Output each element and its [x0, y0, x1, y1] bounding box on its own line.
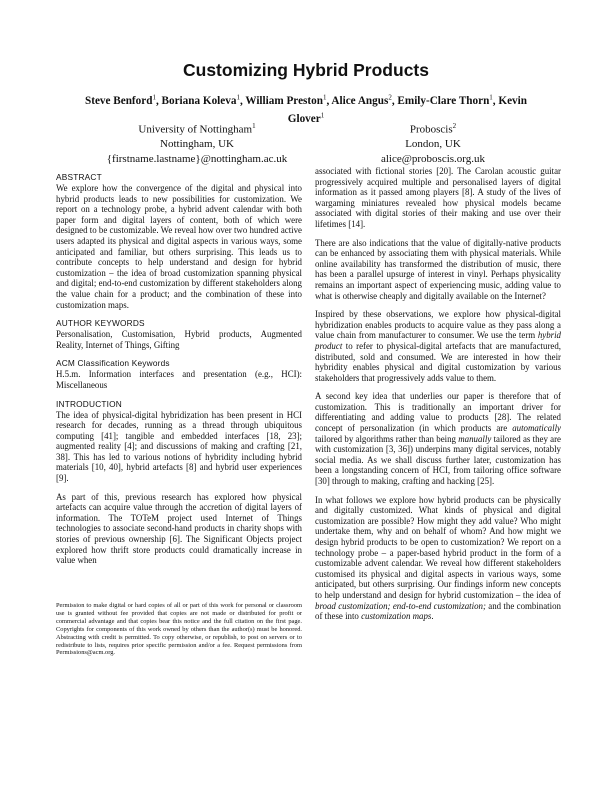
author: Boriana Koleva$^1$,	[161, 93, 246, 107]
author: William Preston$^1$,	[245, 93, 332, 107]
right-paragraph-2: There are also indications that the value of digitally-native products can be enhanced by associating them with physical materials. While online availability has transformed the distribution of music, there has been a parallel upsurge of interest in vinyl. Perhaps physicality remains an important aspect of experiencing music, adding value to what is otherwise cheaply and digitally available on the Internet?	[315, 237, 561, 301]
intro-paragraph-1: The idea of physical-digital hybridization has been present in HCI research for decades, running as a thread through ubiquitous computing [41]; tangible and embedded interfaces [18, 23]; augmented reality [4]; and discussions of making and crafting [21, 38]. This has led to various notions of hybridity including hybrid materials [10, 40], hybrid artefacts [8] and hybrid user experiences [9].	[56, 409, 302, 484]
keywords-text: Personalisation, Customisation, Hybrid products, Augmented Reality, Internet of Things, Gifting	[56, 329, 302, 350]
right-paragraph-3: Inspired by these observations, we explore how physical-digital hybridization enables products to acquire value as they pass along a value chain from manufacturer to consumer. We use the term hybrid product to refer to physical-digital artefacts that are manufactured, distributed, sold and consumed. We are interested in how their hybridity enables physical and digital customization by various stakeholders that progressively adds value to them.	[315, 309, 561, 383]
affiliation-proboscis	[318, 119, 548, 166]
paper-title: Customizing Hybrid Products	[183, 60, 429, 80]
permission-notice: Permission to make digital or hard copies of all or part of this work for personal or classroom use is granted without fee provided that copies are not made or distributed for profit or commercial advantage and that copies bear this notice and the full citation on the first page. Copyrights for components of this work owned by others than the author(s) must be honored. Abstracting with credit is permitted. To copy otherwise, or republish, to post on servers or to redistribute to lists, requires prior specific permission and/or a fee. Request permissions from Permissions@acm.org.	[56, 602, 302, 657]
author: Kevin Glover$^1$	[287, 94, 527, 126]
abstract-heading: ABSTRACT	[56, 172, 102, 182]
affiliation-name: Proboscis$^2$	[409, 122, 457, 136]
author: Alice Angus$^2$,	[331, 93, 398, 107]
author: Steve Benford$^1$,	[85, 93, 162, 107]
right-paragraph-4: A second key idea that underlies our paper is therefore that of customization. This is traditionally an important driver for differentiating and adding value to products [28]. The related concept of personalization (in which products are automatically tailored by algorithms rather than being manually tailored as they are with customization [3, 36]) underpins many digital services, notably social media. As we shall discuss further later, customization has been a longstanding concern of HCI, from tailoring office software [30] through to making, crafting and hacking [25].	[315, 391, 561, 487]
affiliation-nottingham	[82, 119, 312, 166]
right-paragraph-1: associated with fictional stories [20]. The Carolan acoustic guitar progressively acquired multiple and personalised layers of digital information as it passed among players [8]. A study of the lives of wargaming miniatures revealed how physical models became associated with digital stories of their making and use over their lifetimes [14].	[315, 166, 561, 229]
author: Emily-Clare Thorn$^1$,	[397, 93, 496, 107]
affiliation-name: University of Nottingham$^1$	[138, 122, 256, 136]
keywords-heading: AUTHOR KEYWORDS	[56, 318, 145, 329]
affiliation-email: alice@proboscis.org.uk	[380, 152, 486, 165]
affiliation-city: Nottingham, UK	[160, 138, 234, 151]
left-column	[56, 172, 302, 574]
affiliation-city: London, UK	[405, 138, 461, 151]
right-paragraph-5: In what follows we explore how hybrid products can be physically and digitally customized. What kinds of physical and digital customization are possible? How might they add value? Who might undertake them, why and on behalf of whom? And how might we design hybrid products to be open to customization? We report on a technology probe – a paper-based hybrid product in the form of a customizable advent calendar. We reveal how different stakeholders customised its physical and digital aspects in various ways, some anticipated, but others surprising. Our findings inform new concepts to help understand and design for hybrid customization – the idea of broad customization; end-to-end customization; and the combination of these into customization maps.	[315, 494, 561, 622]
abstract-text: We explore how the convergence of the digital and physical into hybrid products leads to new possibilities for customization. We report on a technology probe, a hybrid advent calendar with both paper form and digital layers of content, both of which were designed to be customizable. We reveal how over two hundred active users adapted its physical and digital aspects in various ways, some anticipated and familiar, but others surprising. This leads us to contribute concepts to help understand and design for hybrid customization – the idea of broad customization spanning physical and digital; end-to-end customization by different stakeholders along the value chain for a product; and the combination of these into customization maps.	[56, 183, 302, 310]
acm-heading: ACM Classification Keywords	[56, 358, 170, 369]
intro-paragraph-2: As part of this, previous research has explored how physical artefacts can acquire value through the accretion of digital layers of information. The TOTeM project used Internet of Things technologies to associate second-hand products in charity shops with stories of previous ownership [6]. The Significant Objects project explored how thrift store products could dramatically increase in value when	[56, 491, 302, 566]
acm-text: H.5.m. Information interfaces and presentation (e.g., HCI): Miscellaneous	[56, 369, 302, 390]
affiliation-email: {firstname.lastname}@nottingham.ac.uk	[106, 152, 288, 165]
introduction-heading: INTRODUCTION	[56, 398, 123, 409]
right-column	[315, 166, 561, 630]
